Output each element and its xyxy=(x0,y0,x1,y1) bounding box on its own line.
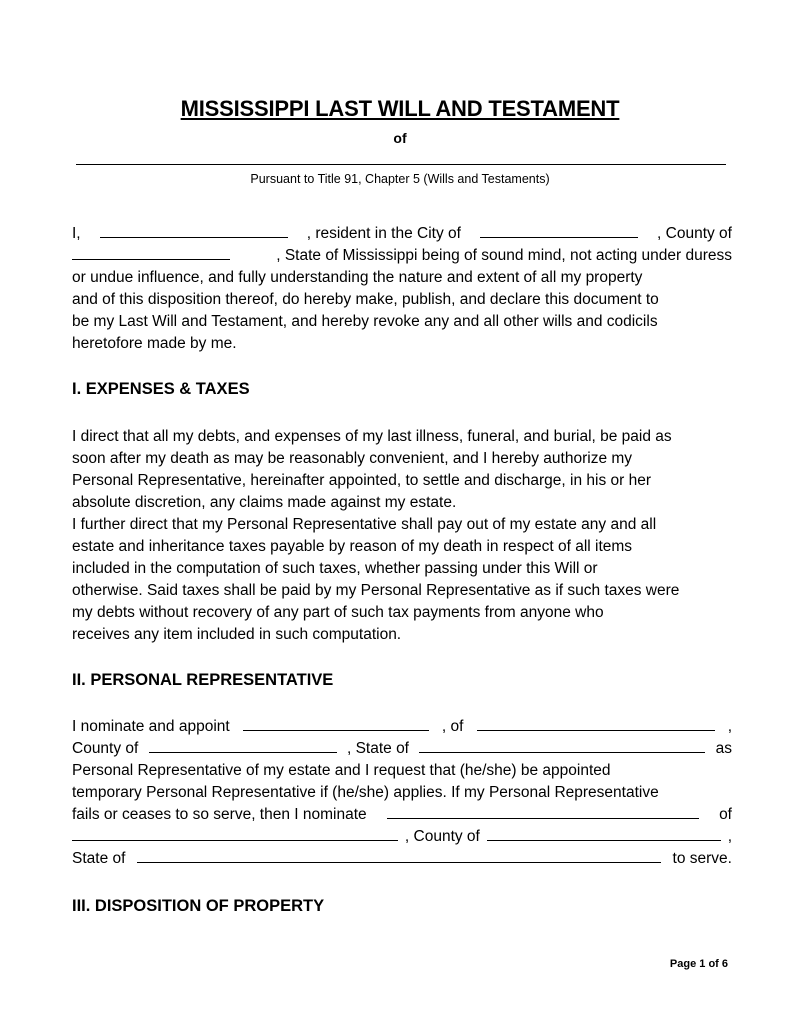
intro-line-2 xyxy=(72,245,732,267)
alternate-pr-county-blank[interactable] xyxy=(487,826,721,841)
intro-line-1 xyxy=(72,223,732,245)
expenses-line: I direct that all my debts, and expenses of my last illness, funeral, and burial, be paid as xyxy=(72,428,672,445)
pr-line-1 xyxy=(72,716,732,738)
pr-name-blank[interactable] xyxy=(243,716,429,731)
intro-line-5: be my Last Will and Testament, and hereby revoke any and all other wills and codicils xyxy=(72,313,658,330)
expenses-line: otherwise. Said taxes shall be paid by my Personal Representative as if such taxes were xyxy=(72,582,680,599)
pr-of2: of xyxy=(719,806,732,823)
page-number: Page 1 of 6 xyxy=(669,958,728,970)
pr-nominate: I nominate and appoint xyxy=(72,718,230,735)
pr-county-label: County of xyxy=(72,740,139,757)
pr-comma: , xyxy=(727,718,732,735)
alternate-pr-state-blank[interactable] xyxy=(137,848,661,863)
expenses-line: receives any item included in such computation. xyxy=(72,626,402,643)
expenses-line: estate and inheritance taxes payable by reason of my death in respect of all items xyxy=(72,538,633,555)
pr-line-7 xyxy=(72,848,732,870)
pr-line-2 xyxy=(72,738,732,760)
county-blank[interactable] xyxy=(72,245,230,260)
expenses-line: absolute discretion, any claims made against my estate. xyxy=(72,494,457,511)
personal-representative-paragraph xyxy=(72,716,732,870)
pr-as: as xyxy=(715,740,732,757)
section-heading-expenses: I. EXPENSES & TAXES xyxy=(72,380,250,398)
section-heading-disposition: III. DISPOSITION OF PROPERTY xyxy=(72,897,325,915)
intro-county: , County of xyxy=(657,225,732,242)
pr-city-blank[interactable] xyxy=(477,716,715,731)
pr-line-3: Personal Representative of my estate and I request that (he/she) be appointed xyxy=(72,762,611,779)
pr-comma2: , xyxy=(727,828,732,845)
intro-i: I, xyxy=(72,225,81,242)
pr-of: , of xyxy=(441,718,464,735)
intro-line-4: and of this disposition thereof, do hereby make, publish, and declare this document to xyxy=(72,291,659,308)
pr-county2-label: , County of xyxy=(404,828,480,845)
pr-fails: fails or ceases to so serve, then I nominate xyxy=(72,806,367,823)
pr-county-blank[interactable] xyxy=(149,738,337,753)
pr-line-4: temporary Personal Representative if (he/she) applies. If my Personal Representative xyxy=(72,784,659,801)
title-of: of xyxy=(393,130,407,146)
expenses-paragraph xyxy=(72,426,732,646)
document-title: MISSISSIPPI LAST WILL AND TESTAMENT xyxy=(180,96,620,121)
city-blank[interactable] xyxy=(480,223,638,238)
testator-name-line[interactable] xyxy=(76,164,726,165)
intro-resident: , resident in the City of xyxy=(306,225,461,242)
pr-state2-label: State of xyxy=(72,850,126,867)
expenses-line: my debts without recovery of any part of such tax payments from anyone who xyxy=(72,604,604,621)
intro-paragraph xyxy=(72,223,732,355)
alternate-pr-name-blank[interactable] xyxy=(387,804,699,819)
expenses-line: included in the computation of such taxes, whether passing under this Will or xyxy=(72,560,598,577)
pr-line-5 xyxy=(72,804,732,826)
testator-name-blank[interactable] xyxy=(100,223,288,238)
pr-line-6 xyxy=(72,826,732,848)
pr-state-blank[interactable] xyxy=(419,738,705,753)
statute-reference: Pursuant to Title 91, Chapter 5 (Wills and Testaments) xyxy=(250,172,550,186)
expenses-line: soon after my death as may be reasonably convenient, and I hereby authorize my xyxy=(72,450,633,467)
expenses-line: Personal Representative, hereinafter appointed, to settle and discharge, in his or her xyxy=(72,472,652,489)
intro-line-3: or undue influence, and fully understanding the nature and extent of all my property xyxy=(72,269,643,286)
pr-to-serve: to serve. xyxy=(672,850,732,867)
intro-line-6: heretofore made by me. xyxy=(72,335,237,352)
section-heading-personal-representative: II. PERSONAL REPRESENTATIVE xyxy=(72,671,334,689)
intro-state: , State of Mississippi being of sound mind, not acting under duress xyxy=(276,247,732,264)
alternate-pr-city-blank[interactable] xyxy=(72,826,398,841)
pr-state-label: , State of xyxy=(346,740,409,757)
expenses-line: I further direct that my Personal Representative shall pay out of my estate any and all xyxy=(72,516,657,533)
